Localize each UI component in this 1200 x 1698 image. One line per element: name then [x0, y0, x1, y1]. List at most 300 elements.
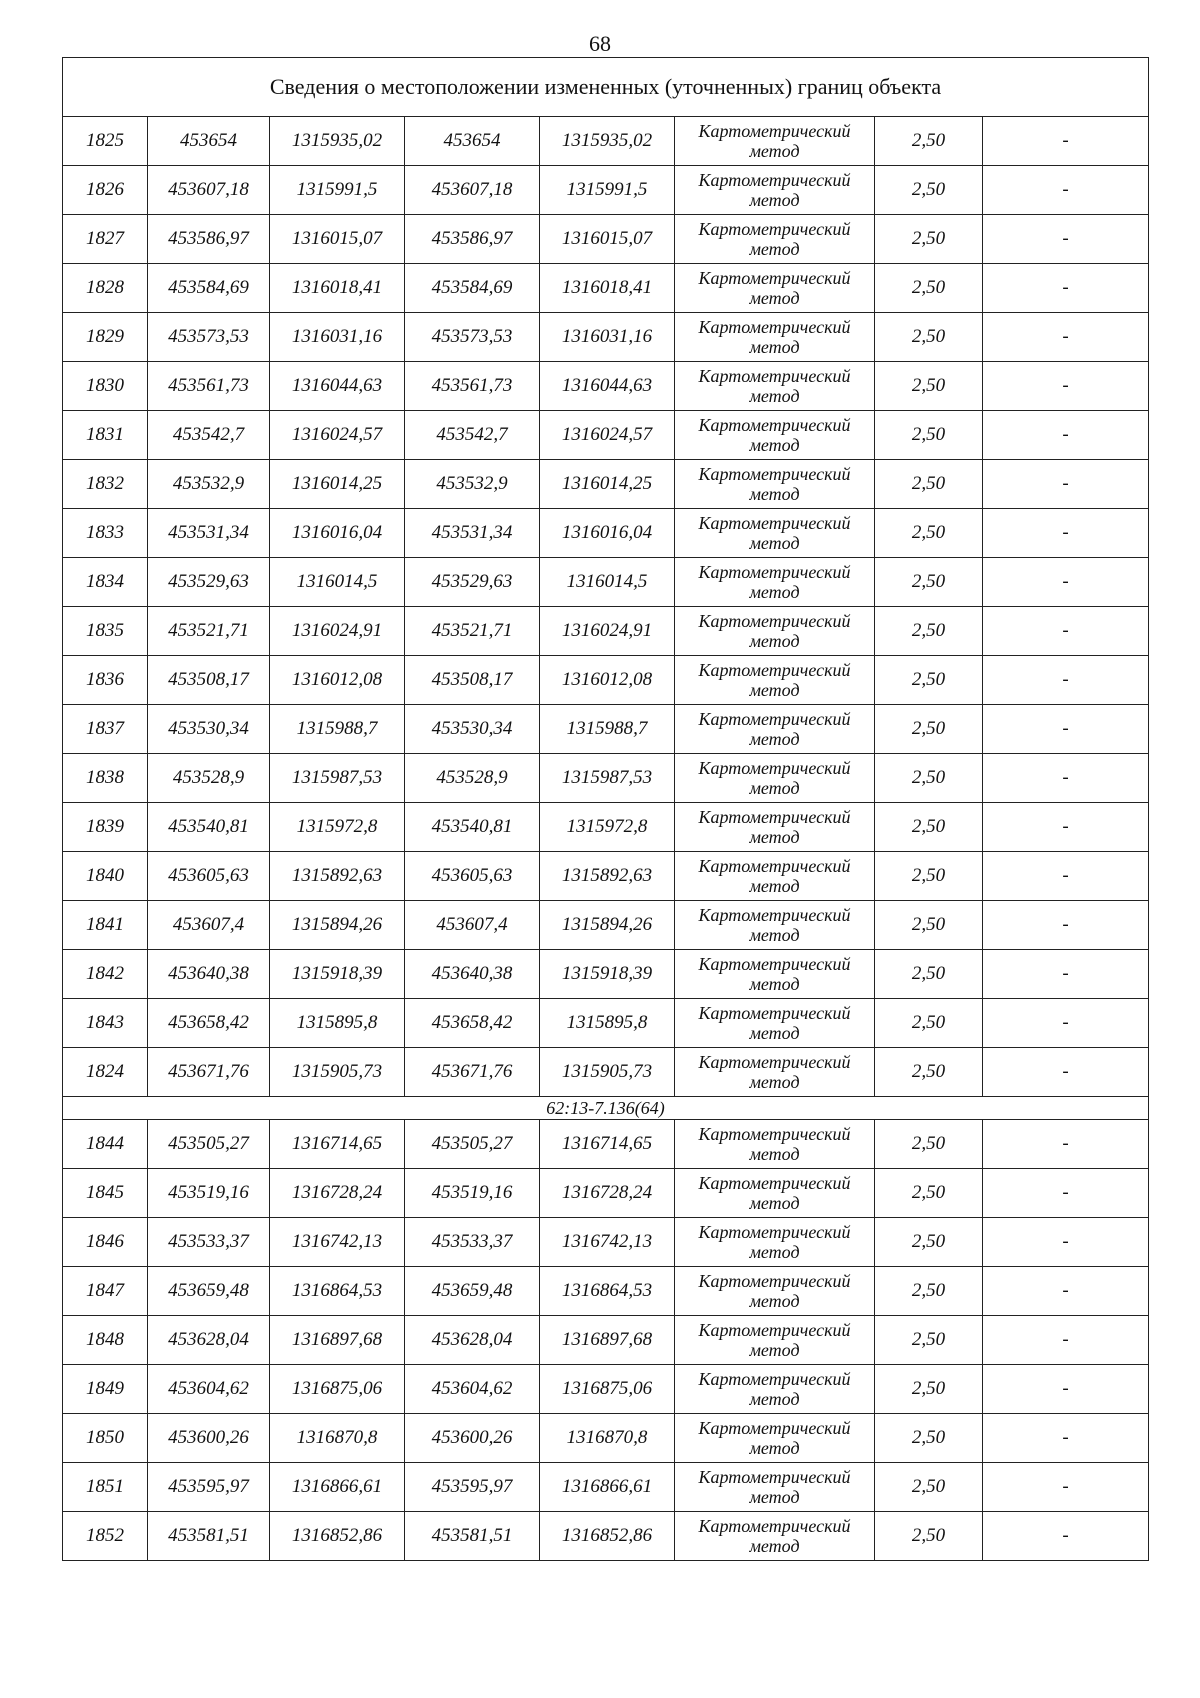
x-new-cell: 453600,26	[405, 1414, 540, 1463]
method-cell	[675, 1512, 875, 1561]
accuracy-cell: 2,50	[875, 362, 983, 411]
point-number-cell: 1839	[63, 803, 148, 852]
point-number-cell: 1834	[63, 558, 148, 607]
method-line-2: метод	[749, 582, 800, 602]
table-row	[63, 460, 1149, 509]
y-new-cell: 1316728,24	[540, 1169, 675, 1218]
method-line-2: метод	[749, 1023, 800, 1043]
y-old-cell: 1316015,07	[270, 215, 405, 264]
table-body	[63, 58, 1149, 1561]
y-new-cell: 1316870,8	[540, 1414, 675, 1463]
accuracy-cell: 2,50	[875, 117, 983, 166]
x-new-cell: 453531,34	[405, 509, 540, 558]
table-row	[63, 754, 1149, 803]
accuracy-cell: 2,50	[875, 1267, 983, 1316]
section-label: 62:13-7.136(64)	[63, 1097, 1149, 1120]
method-line-2: метод	[749, 827, 800, 847]
y-new-cell: 1316024,91	[540, 607, 675, 656]
method-line-1: Картометрический	[698, 1320, 851, 1340]
x-new-cell: 453533,37	[405, 1218, 540, 1267]
y-old-cell: 1315892,63	[270, 852, 405, 901]
x-old-cell: 453542,7	[148, 411, 270, 460]
y-new-cell: 1316875,06	[540, 1365, 675, 1414]
method-line-2: метод	[749, 1536, 800, 1556]
x-old-cell: 453581,51	[148, 1512, 270, 1561]
x-new-cell: 453521,71	[405, 607, 540, 656]
accuracy-cell: 2,50	[875, 999, 983, 1048]
y-old-cell: 1316014,25	[270, 460, 405, 509]
table-row	[63, 411, 1149, 460]
point-number-cell: 1826	[63, 166, 148, 215]
note-cell: -	[983, 656, 1149, 705]
table-title-row	[63, 58, 1149, 117]
method-line-1: Картометрический	[698, 660, 851, 680]
method-line-2: метод	[749, 484, 800, 504]
x-old-cell: 453521,71	[148, 607, 270, 656]
method-cell	[675, 1414, 875, 1463]
x-new-cell: 453505,27	[405, 1120, 540, 1169]
point-number-cell: 1825	[63, 117, 148, 166]
accuracy-cell: 2,50	[875, 705, 983, 754]
note-cell: -	[983, 754, 1149, 803]
method-line-2: метод	[749, 1291, 800, 1311]
method-cell	[675, 754, 875, 803]
method-cell	[675, 509, 875, 558]
accuracy-cell: 2,50	[875, 1463, 983, 1512]
y-old-cell: 1316714,65	[270, 1120, 405, 1169]
method-line-1: Картометрический	[698, 1222, 851, 1242]
method-cell	[675, 1120, 875, 1169]
y-new-cell: 1316897,68	[540, 1316, 675, 1365]
x-old-cell: 453628,04	[148, 1316, 270, 1365]
point-number-cell: 1846	[63, 1218, 148, 1267]
point-number-cell: 1852	[63, 1512, 148, 1561]
table-title: Сведения о местоположении измененных (уточненных) границ объекта	[63, 58, 1149, 117]
note-cell: -	[983, 1512, 1149, 1561]
y-new-cell: 1316024,57	[540, 411, 675, 460]
accuracy-cell: 2,50	[875, 754, 983, 803]
y-old-cell: 1316014,5	[270, 558, 405, 607]
coordinates-table	[62, 57, 1149, 1561]
x-new-cell: 453586,97	[405, 215, 540, 264]
note-cell: -	[983, 803, 1149, 852]
x-new-cell: 453654	[405, 117, 540, 166]
accuracy-cell: 2,50	[875, 313, 983, 362]
note-cell: -	[983, 1316, 1149, 1365]
x-new-cell: 453640,38	[405, 950, 540, 999]
accuracy-cell: 2,50	[875, 558, 983, 607]
method-line-1: Картометрический	[698, 464, 851, 484]
method-cell	[675, 1365, 875, 1414]
note-cell: -	[983, 1169, 1149, 1218]
y-new-cell: 1315894,26	[540, 901, 675, 950]
table-row	[63, 1169, 1149, 1218]
method-cell	[675, 803, 875, 852]
note-cell: -	[983, 1365, 1149, 1414]
y-new-cell: 1316864,53	[540, 1267, 675, 1316]
method-line-2: метод	[749, 1144, 800, 1164]
x-new-cell: 453607,18	[405, 166, 540, 215]
point-number-cell: 1841	[63, 901, 148, 950]
accuracy-cell: 2,50	[875, 656, 983, 705]
point-number-cell: 1851	[63, 1463, 148, 1512]
table-row	[63, 705, 1149, 754]
note-cell: -	[983, 852, 1149, 901]
accuracy-cell: 2,50	[875, 1120, 983, 1169]
accuracy-cell: 2,50	[875, 1365, 983, 1414]
x-old-cell: 453586,97	[148, 215, 270, 264]
method-cell	[675, 411, 875, 460]
y-old-cell: 1315935,02	[270, 117, 405, 166]
method-line-2: метод	[749, 1389, 800, 1409]
x-new-cell: 453540,81	[405, 803, 540, 852]
x-old-cell: 453584,69	[148, 264, 270, 313]
method-cell	[675, 1048, 875, 1097]
y-old-cell: 1315991,5	[270, 166, 405, 215]
x-new-cell: 453530,34	[405, 705, 540, 754]
note-cell: -	[983, 362, 1149, 411]
y-new-cell: 1315988,7	[540, 705, 675, 754]
note-cell: -	[983, 901, 1149, 950]
method-line-2: метод	[749, 778, 800, 798]
method-line-2: метод	[749, 435, 800, 455]
table-row	[63, 166, 1149, 215]
x-old-cell: 453531,34	[148, 509, 270, 558]
method-cell	[675, 460, 875, 509]
table-row	[63, 901, 1149, 950]
method-line-1: Картометрический	[698, 954, 851, 974]
x-old-cell: 453540,81	[148, 803, 270, 852]
x-new-cell: 453659,48	[405, 1267, 540, 1316]
point-number-cell: 1849	[63, 1365, 148, 1414]
accuracy-cell: 2,50	[875, 803, 983, 852]
method-line-1: Картометрический	[698, 1369, 851, 1389]
y-new-cell: 1315895,8	[540, 999, 675, 1048]
table-row	[63, 950, 1149, 999]
method-line-1: Картометрический	[698, 856, 851, 876]
y-old-cell: 1316728,24	[270, 1169, 405, 1218]
accuracy-cell: 2,50	[875, 411, 983, 460]
y-old-cell: 1315988,7	[270, 705, 405, 754]
point-number-cell: 1832	[63, 460, 148, 509]
method-line-1: Картометрический	[698, 415, 851, 435]
point-number-cell: 1831	[63, 411, 148, 460]
x-new-cell: 453605,63	[405, 852, 540, 901]
y-old-cell: 1316897,68	[270, 1316, 405, 1365]
y-old-cell: 1316016,04	[270, 509, 405, 558]
note-cell: -	[983, 1218, 1149, 1267]
y-old-cell: 1315972,8	[270, 803, 405, 852]
method-line-2: метод	[749, 631, 800, 651]
method-line-1: Картометрический	[698, 905, 851, 925]
note-cell: -	[983, 460, 1149, 509]
point-number-cell: 1842	[63, 950, 148, 999]
method-line-2: метод	[749, 1072, 800, 1092]
accuracy-cell: 2,50	[875, 1169, 983, 1218]
x-new-cell: 453584,69	[405, 264, 540, 313]
table-row	[63, 558, 1149, 607]
point-number-cell: 1845	[63, 1169, 148, 1218]
section-row	[63, 1097, 1149, 1120]
note-cell: -	[983, 558, 1149, 607]
x-new-cell: 453529,63	[405, 558, 540, 607]
table-row	[63, 1365, 1149, 1414]
y-old-cell: 1316012,08	[270, 656, 405, 705]
note-cell: -	[983, 166, 1149, 215]
x-old-cell: 453532,9	[148, 460, 270, 509]
table-row	[63, 656, 1149, 705]
y-old-cell: 1316018,41	[270, 264, 405, 313]
x-new-cell: 453519,16	[405, 1169, 540, 1218]
x-old-cell: 453607,4	[148, 901, 270, 950]
accuracy-cell: 2,50	[875, 901, 983, 950]
y-new-cell: 1316866,61	[540, 1463, 675, 1512]
point-number-cell: 1833	[63, 509, 148, 558]
y-new-cell: 1316044,63	[540, 362, 675, 411]
method-cell	[675, 1463, 875, 1512]
method-cell	[675, 1316, 875, 1365]
x-old-cell: 453604,62	[148, 1365, 270, 1414]
accuracy-cell: 2,50	[875, 1512, 983, 1561]
y-old-cell: 1315895,8	[270, 999, 405, 1048]
y-old-cell: 1316024,91	[270, 607, 405, 656]
method-line-2: метод	[749, 1340, 800, 1360]
method-cell	[675, 656, 875, 705]
y-old-cell: 1315905,73	[270, 1048, 405, 1097]
y-new-cell: 1316014,25	[540, 460, 675, 509]
x-old-cell: 453658,42	[148, 999, 270, 1048]
y-old-cell: 1316866,61	[270, 1463, 405, 1512]
y-old-cell: 1315894,26	[270, 901, 405, 950]
x-new-cell: 453628,04	[405, 1316, 540, 1365]
method-cell	[675, 950, 875, 999]
y-new-cell: 1315991,5	[540, 166, 675, 215]
x-new-cell: 453581,51	[405, 1512, 540, 1561]
method-line-1: Картометрический	[698, 170, 851, 190]
table-row	[63, 1218, 1149, 1267]
note-cell: -	[983, 999, 1149, 1048]
y-old-cell: 1316742,13	[270, 1218, 405, 1267]
x-new-cell: 453607,4	[405, 901, 540, 950]
note-cell: -	[983, 1267, 1149, 1316]
x-new-cell: 453658,42	[405, 999, 540, 1048]
note-cell: -	[983, 1414, 1149, 1463]
method-cell	[675, 362, 875, 411]
y-old-cell: 1316864,53	[270, 1267, 405, 1316]
y-new-cell: 1316015,07	[540, 215, 675, 264]
table-row	[63, 852, 1149, 901]
x-new-cell: 453542,7	[405, 411, 540, 460]
point-number-cell: 1847	[63, 1267, 148, 1316]
note-cell: -	[983, 1120, 1149, 1169]
point-number-cell: 1844	[63, 1120, 148, 1169]
method-line-1: Картометрический	[698, 1467, 851, 1487]
accuracy-cell: 2,50	[875, 509, 983, 558]
table-row	[63, 509, 1149, 558]
table-row	[63, 999, 1149, 1048]
method-line-2: метод	[749, 974, 800, 994]
method-line-1: Картометрический	[698, 513, 851, 533]
note-cell: -	[983, 950, 1149, 999]
accuracy-cell: 2,50	[875, 1316, 983, 1365]
y-new-cell: 1316018,41	[540, 264, 675, 313]
accuracy-cell: 2,50	[875, 264, 983, 313]
method-line-1: Картометрический	[698, 807, 851, 827]
method-line-2: метод	[749, 337, 800, 357]
method-line-1: Картометрический	[698, 709, 851, 729]
method-cell	[675, 558, 875, 607]
note-cell: -	[983, 705, 1149, 754]
x-old-cell: 453671,76	[148, 1048, 270, 1097]
method-line-1: Картометрический	[698, 121, 851, 141]
x-old-cell: 453508,17	[148, 656, 270, 705]
note-cell: -	[983, 117, 1149, 166]
method-cell	[675, 852, 875, 901]
x-new-cell: 453532,9	[405, 460, 540, 509]
method-line-1: Картометрический	[698, 1271, 851, 1291]
table-row	[63, 264, 1149, 313]
accuracy-cell: 2,50	[875, 950, 983, 999]
x-old-cell: 453654	[148, 117, 270, 166]
table-row	[63, 1414, 1149, 1463]
method-line-1: Картометрический	[698, 1003, 851, 1023]
point-number-cell: 1829	[63, 313, 148, 362]
method-line-1: Картометрический	[698, 317, 851, 337]
method-line-1: Картометрический	[698, 611, 851, 631]
note-cell: -	[983, 509, 1149, 558]
point-number-cell: 1838	[63, 754, 148, 803]
method-cell	[675, 1169, 875, 1218]
method-cell	[675, 607, 875, 656]
x-new-cell: 453508,17	[405, 656, 540, 705]
y-new-cell: 1315935,02	[540, 117, 675, 166]
x-old-cell: 453505,27	[148, 1120, 270, 1169]
point-number-cell: 1850	[63, 1414, 148, 1463]
method-cell	[675, 1267, 875, 1316]
method-line-2: метод	[749, 1487, 800, 1507]
point-number-cell: 1848	[63, 1316, 148, 1365]
method-cell	[675, 705, 875, 754]
note-cell: -	[983, 264, 1149, 313]
method-line-1: Картометрический	[698, 1516, 851, 1536]
method-cell	[675, 1218, 875, 1267]
table-row	[63, 1512, 1149, 1561]
y-new-cell: 1316742,13	[540, 1218, 675, 1267]
y-new-cell: 1316012,08	[540, 656, 675, 705]
method-line-1: Картометрический	[698, 1124, 851, 1144]
method-line-2: метод	[749, 141, 800, 161]
accuracy-cell: 2,50	[875, 607, 983, 656]
note-cell: -	[983, 313, 1149, 362]
method-line-1: Картометрический	[698, 1052, 851, 1072]
method-cell	[675, 999, 875, 1048]
x-new-cell: 453561,73	[405, 362, 540, 411]
x-old-cell: 453528,9	[148, 754, 270, 803]
note-cell: -	[983, 1463, 1149, 1512]
y-old-cell: 1316852,86	[270, 1512, 405, 1561]
y-new-cell: 1315892,63	[540, 852, 675, 901]
x-old-cell: 453561,73	[148, 362, 270, 411]
y-old-cell: 1315987,53	[270, 754, 405, 803]
point-number-cell: 1836	[63, 656, 148, 705]
table-row	[63, 1120, 1149, 1169]
accuracy-cell: 2,50	[875, 460, 983, 509]
method-line-2: метод	[749, 1438, 800, 1458]
accuracy-cell: 2,50	[875, 215, 983, 264]
table-row	[63, 1316, 1149, 1365]
accuracy-cell: 2,50	[875, 852, 983, 901]
method-cell	[675, 313, 875, 362]
x-old-cell: 453595,97	[148, 1463, 270, 1512]
point-number-cell: 1830	[63, 362, 148, 411]
method-cell	[675, 215, 875, 264]
y-new-cell: 1315987,53	[540, 754, 675, 803]
table-row	[63, 362, 1149, 411]
table-row	[63, 803, 1149, 852]
method-line-2: метод	[749, 386, 800, 406]
y-new-cell: 1315905,73	[540, 1048, 675, 1097]
method-line-2: метод	[749, 1242, 800, 1262]
table-row	[63, 1463, 1149, 1512]
y-new-cell: 1315918,39	[540, 950, 675, 999]
page-number: 68	[589, 31, 611, 56]
method-line-2: метод	[749, 876, 800, 896]
accuracy-cell: 2,50	[875, 1218, 983, 1267]
table-row	[63, 607, 1149, 656]
method-cell	[675, 117, 875, 166]
method-line-1: Картометрический	[698, 366, 851, 386]
point-number-cell: 1824	[63, 1048, 148, 1097]
method-line-2: метод	[749, 680, 800, 700]
note-cell: -	[983, 1048, 1149, 1097]
method-line-2: метод	[749, 239, 800, 259]
method-cell	[675, 264, 875, 313]
y-old-cell: 1315918,39	[270, 950, 405, 999]
x-new-cell: 453671,76	[405, 1048, 540, 1097]
y-new-cell: 1316014,5	[540, 558, 675, 607]
table-row	[63, 1267, 1149, 1316]
method-line-1: Картометрический	[698, 758, 851, 778]
table-row	[63, 215, 1149, 264]
y-old-cell: 1316024,57	[270, 411, 405, 460]
y-new-cell: 1316016,04	[540, 509, 675, 558]
x-old-cell: 453600,26	[148, 1414, 270, 1463]
point-number-cell: 1828	[63, 264, 148, 313]
note-cell: -	[983, 607, 1149, 656]
x-old-cell: 453519,16	[148, 1169, 270, 1218]
method-line-2: метод	[749, 533, 800, 553]
x-new-cell: 453604,62	[405, 1365, 540, 1414]
x-old-cell: 453640,38	[148, 950, 270, 999]
x-new-cell: 453573,53	[405, 313, 540, 362]
y-old-cell: 1316875,06	[270, 1365, 405, 1414]
accuracy-cell: 2,50	[875, 166, 983, 215]
table-row	[63, 313, 1149, 362]
point-number-cell: 1843	[63, 999, 148, 1048]
method-cell	[675, 166, 875, 215]
accuracy-cell: 2,50	[875, 1414, 983, 1463]
note-cell: -	[983, 215, 1149, 264]
point-number-cell: 1840	[63, 852, 148, 901]
x-old-cell: 453607,18	[148, 166, 270, 215]
x-old-cell: 453530,34	[148, 705, 270, 754]
method-line-1: Картометрический	[698, 268, 851, 288]
y-new-cell: 1316031,16	[540, 313, 675, 362]
y-new-cell: 1316852,86	[540, 1512, 675, 1561]
accuracy-cell: 2,50	[875, 1048, 983, 1097]
x-old-cell: 453605,63	[148, 852, 270, 901]
point-number-cell: 1827	[63, 215, 148, 264]
